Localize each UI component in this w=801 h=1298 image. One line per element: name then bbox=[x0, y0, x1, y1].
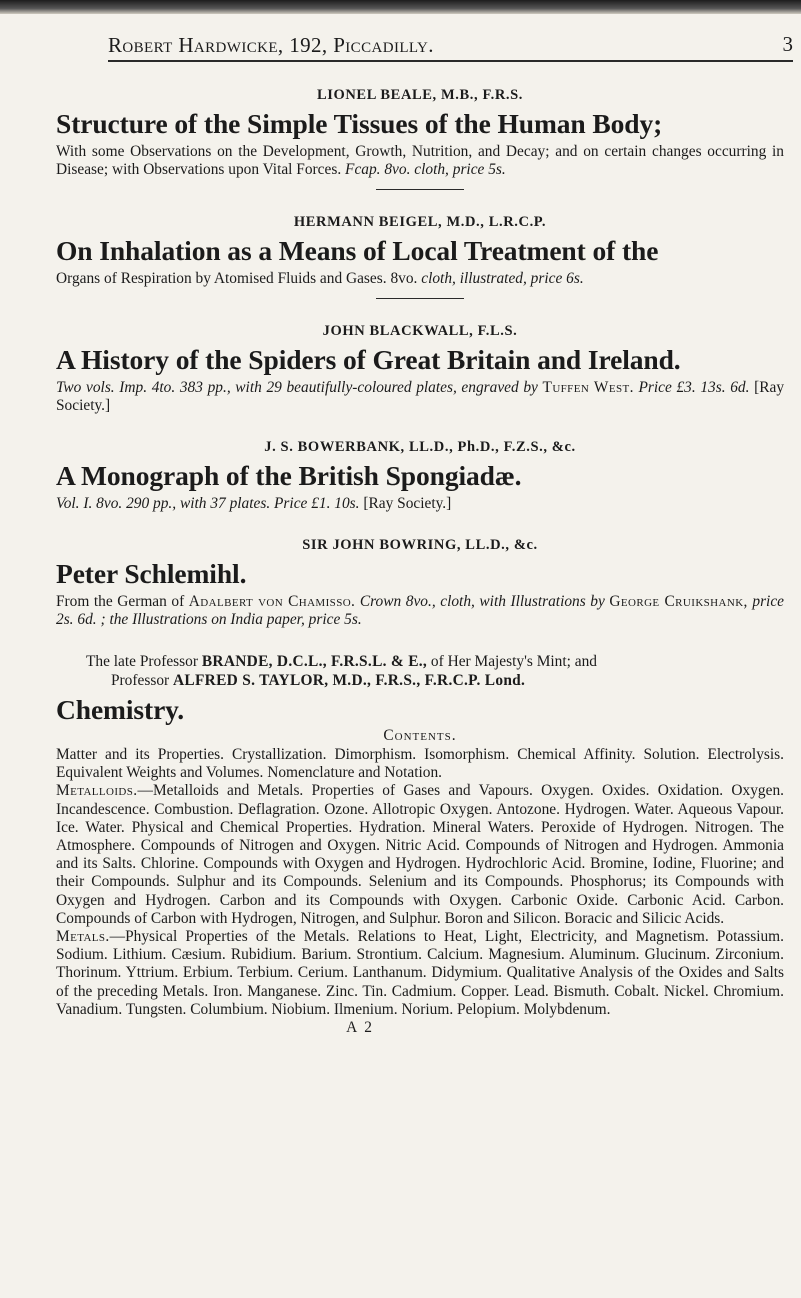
entry-original-author: Adalbert von Chamisso. bbox=[188, 593, 356, 610]
entry-engraver: Tuffen West. bbox=[542, 379, 634, 396]
entry-author: SIR JOHN BOWRING, LL.D., &c. bbox=[302, 537, 538, 553]
entry-author-brande: BRANDE, D.C.L., F.R.S.L. & E., bbox=[201, 653, 428, 670]
section-label-metalloids: Metalloids. bbox=[56, 782, 138, 800]
entry-format: Crown 8vo., cloth, with Illustrations by bbox=[359, 593, 605, 610]
entry-format-price: Vol. I. 8vo. 290 pp., with 37 plates. Price £1. 10s. bbox=[56, 495, 360, 512]
running-header bbox=[108, 32, 793, 64]
entry-society: [Ray Society.] bbox=[363, 495, 452, 512]
entry-format-price: cloth, illustrated, price 6s. bbox=[421, 270, 584, 287]
entry-divider bbox=[376, 298, 464, 299]
catalogue-entry-blackwall bbox=[56, 322, 784, 415]
catalogue-entry-bowerbank bbox=[56, 438, 784, 513]
entry-author-taylor: ALFRED S. TAYLOR, M.D., F.R.S., F.R.C.P. Lond. bbox=[173, 672, 526, 689]
running-head-publisher: Robert Hardwicke, 192, Piccadilly. bbox=[108, 33, 434, 57]
entry-title: A Monograph of the British Spongiadæ. bbox=[56, 460, 522, 491]
entry-description-text: With some Observations on the Development, Growth, Nutrition, and Decay; and on certain changes occurring in Disease; with Observations upon Vital Forces. bbox=[56, 143, 784, 178]
header-rule bbox=[108, 60, 793, 62]
entry-author: JOHN BLACKWALL, F.L.S. bbox=[322, 323, 518, 339]
catalogue-listing bbox=[56, 86, 784, 1060]
entry-title: Structure of the Simple Tissues of the Human Body; bbox=[56, 108, 663, 139]
signature-mark: A 2 bbox=[346, 1019, 374, 1037]
contents-paragraph-metals bbox=[56, 928, 784, 1019]
entry-price: Price £3. 13s. 6d. bbox=[638, 379, 750, 396]
entry-lead-text: of Her Majesty's Mint; and bbox=[430, 653, 597, 670]
catalogue-entry-beigel bbox=[56, 213, 784, 299]
entry-society: [Ray Society.] bbox=[56, 379, 785, 414]
entry-divider bbox=[376, 189, 464, 190]
entry-title: On Inhalation as a Means of Local Treatment of the bbox=[56, 235, 659, 266]
catalogue-entry-bowring bbox=[56, 536, 784, 629]
entry-title: Peter Schlemihl. bbox=[56, 558, 247, 589]
section-text-metalloids: —Metalloids and Metals. Properties of Gases and Vapours. Oxygen. Oxides. Oxidation. Oxygen. Incandescence. Combustion. Deflagration. Ozone. Allotropic Oxygen. Antozone. Hydrogen. Water. Aqueous Vapour. Ice. Water. Physical and Chemical Properties. Hydration. Mineral Waters. Peroxide of Hydrogen. Nitrogen. The Atmosphere. Compounds of Nitrogen and Oxygen. Nitric Acid. Compounds of Nitrogen and Hydrogen. Ammonia and its Salts. Chlorine. Compounds with Oxygen and Hydrogen. Hydrochloric Acid. Bromine, Iodine, Fluorine; and their Compounds. Sulphur and its Compounds. Selenium and its Compounds. Phosphorus; its Compounds with Oxygen and Hydrogen. Carbon and its Compounds with Oxygen. Carbonic Oxide. Carbonic Acid. Carbon. Compounds of Carbon with Hydrogen, Nitrogen, and Sulphur. Boron and Silicon. Boracic and Silicic Acids. bbox=[56, 782, 784, 927]
contents-heading: Contents. bbox=[383, 727, 457, 744]
entry-description bbox=[56, 495, 784, 513]
page-number: 3 bbox=[782, 32, 793, 56]
section-text-metals: —Physical Properties of the Metals. Relations to Heat, Light, Electricity, and Magnetism. Potassium. Sodium. Lithium. Cæsium. Rubidium. Barium. Strontium. Calcium. Magnesium. Aluminum. Glucinum. Zirconium. Thorinum. Yttrium. Erbium. Terbium. Cerium. Lanthanum. Didymium. Qualitative Analysis of the Oxides and Salts of the preceding Metals. Iron. Manganese. Zinc. Tin. Cadmium. Copper. Lead. Bismuth. Cobalt. Nickel. Chromium. Vanadium. Tungsten. Columbium. Niobium. Ilmenium. Norium. Pelopium. Molybdenum. bbox=[56, 928, 784, 1018]
entry-description bbox=[56, 593, 784, 629]
contents-paragraph-metalloids bbox=[56, 782, 784, 928]
entry-title: A History of the Spiders of Great Britain and Ireland. bbox=[56, 344, 681, 375]
entry-author: HERMANN BEIGEL, M.D., L.R.C.P. bbox=[293, 214, 547, 230]
catalogue-entry-chemistry bbox=[56, 652, 784, 1037]
entry-format: Two vols. Imp. 4to. 383 pp., with 29 beautifully-coloured plates, engraved by bbox=[56, 379, 538, 396]
entry-illustrator: George Cruikshank, bbox=[609, 593, 748, 610]
entry-title: Chemistry. bbox=[56, 694, 185, 725]
entry-authors-line-1 bbox=[56, 652, 784, 671]
entry-description-text: From the German of bbox=[56, 593, 185, 610]
entry-price: price 2s. 6d. ; the Illustrations on India paper, price 5s. bbox=[56, 593, 784, 628]
entry-authors-line-2 bbox=[56, 671, 784, 690]
entry-description-text: Organs of Respiration by Atomised Fluids and Gases. 8vo. bbox=[56, 270, 418, 287]
page-edge-shadow bbox=[0, 0, 801, 14]
catalogue-entry-beale bbox=[56, 86, 784, 190]
contents-paragraph-general: Matter and its Properties. Crystallization. Dimorphism. Isomorphism. Chemical Affinity. Solution. Electrolysis. Equivalent Weights and Volumes. Nomenclature and Notation. bbox=[56, 746, 784, 782]
entry-format-price: Fcap. 8vo. cloth, price 5s. bbox=[345, 161, 506, 178]
entry-description bbox=[56, 379, 784, 415]
entry-lead-text: Professor bbox=[111, 672, 170, 689]
entry-author: LIONEL BEALE, M.B., F.R.S. bbox=[316, 87, 524, 103]
entry-lead-text: The late Professor bbox=[86, 653, 198, 670]
entry-description bbox=[56, 270, 784, 288]
entry-description bbox=[56, 143, 784, 179]
entry-author: J. S. BOWERBANK, LL.D., Ph.D., F.Z.S., &c. bbox=[264, 439, 576, 455]
section-label-metals: Metals. bbox=[56, 928, 110, 946]
